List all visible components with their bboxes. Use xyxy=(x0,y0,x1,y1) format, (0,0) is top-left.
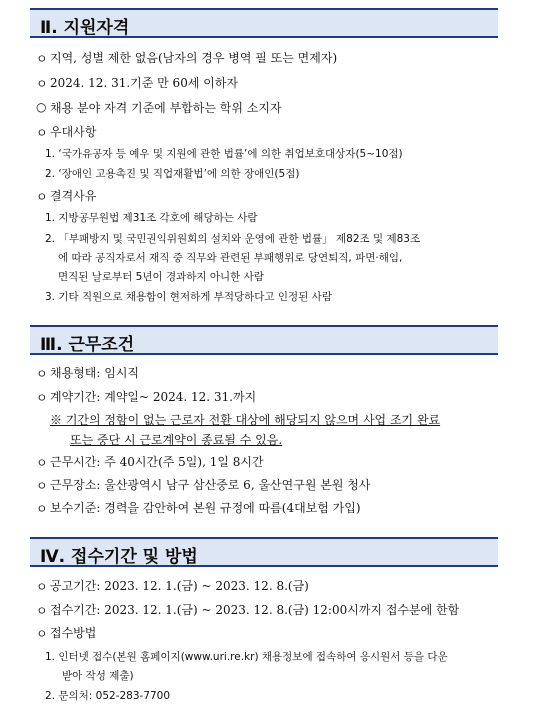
application-method-title: 접수방법 xyxy=(50,626,97,640)
section-header-application xyxy=(30,537,498,567)
bullet-icon: ㅇ xyxy=(36,580,48,594)
disqualification-item: 1. 지방공무원법 제31조 각호에 해당하는 사람 xyxy=(45,212,258,224)
disqualification-title: 결격사유 xyxy=(50,189,97,203)
preferences-title: 우대사항 xyxy=(50,125,97,139)
section-header-qualifications xyxy=(30,8,498,38)
disqualification-item: 2. 「부패방지 및 국민권익위원회의 설치와 운영에 관한 법률」 제82조 및 제83조 xyxy=(45,233,421,245)
employment-type: 채용형태: 임시직 xyxy=(50,366,140,380)
disqualification-item-cont: 에 따라 공직자로서 재직 중 직무와 관련된 부패행위로 당연퇴직, 파면·해임, xyxy=(58,252,403,264)
application-method-item: 1. 인터넷 접수(본원 홈페이지(www.uri.re.kr) 채용정보에 접속하여 응시원서 등을 다운 xyxy=(45,651,448,663)
qualification-region: 지역, 성별 제한 없음(남자의 경우 병역 필 또는 면제자) xyxy=(50,51,338,65)
salary-basis: 보수기준: 경력을 감안하여 본원 규정에 따름(4대보험 가입) xyxy=(50,501,361,515)
bullet-icon: ㅇ xyxy=(36,627,48,641)
bullet-icon: ㅇ xyxy=(36,479,48,493)
bullet-icon: ㅇ xyxy=(36,190,48,204)
preference-item: 2. ‘장애인 고용촉진 및 직업재활법’에 의한 장애인(5점) xyxy=(45,168,300,180)
bullet-icon: ㅇ xyxy=(36,126,48,140)
qualification-age: 2024. 12. 31.기준 만 60세 이하자 xyxy=(50,76,239,90)
contact-number: 2. 문의처: 052-283-7700 xyxy=(45,690,171,702)
bullet-icon: ㅇ xyxy=(36,391,48,405)
qualification-degree: 채용 분야 자격 기준에 부합하는 학위 소지자 xyxy=(50,101,282,115)
notice-period: 공고기간: 2023. 12. 1.(금) ~ 2023. 12. 8.(금) xyxy=(50,579,309,593)
bullet-icon: ㅇ xyxy=(36,77,48,91)
section-title: Ⅳ. 접수기간 및 방법 xyxy=(40,547,198,567)
contract-period: 계약기간: 계약일~ 2024. 12. 31.까지 xyxy=(50,390,257,404)
application-period: 접수기간: 2023. 12. 1.(금) ~ 2023. 12. 8.(금) 12:00시까지 접수분에 한함 xyxy=(50,603,460,617)
disqualification-item: 3. 기타 직원으로 채용함이 현저하게 부적당하다고 인정된 사람 xyxy=(45,291,332,303)
application-method-item-cont: 받아 작성 제출) xyxy=(62,670,134,682)
section-header-conditions xyxy=(30,325,498,355)
working-hours: 근무시간: 주 40시간(주 5일), 1일 8시간 xyxy=(50,455,264,469)
bullet-icon: ㅇ xyxy=(36,456,48,470)
section-title: Ⅱ. 지원자격 xyxy=(40,18,130,38)
bullet-icon: ㅇ xyxy=(36,502,48,516)
bullet-icon: ○ xyxy=(36,100,47,114)
work-location: 근무장소: 울산광역시 남구 삼산중로 6, 울산연구원 본원 청사 xyxy=(50,478,371,492)
contract-note-cont: 또는 중단 시 근로계약이 종료될 수 있음. xyxy=(70,433,283,447)
contract-note: ※ 기간의 정함이 없는 근로자 전환 대상에 해당되지 않으며 사업 조기 완료 xyxy=(50,413,441,427)
bullet-icon: ㅇ xyxy=(36,52,48,66)
section-title: Ⅲ. 근무조건 xyxy=(40,335,135,355)
bullet-icon: ㅇ xyxy=(36,604,48,618)
bullet-icon: ㅇ xyxy=(36,367,48,381)
preference-item: 1. ‘국가유공자 등 예우 및 지원에 관한 법률’에 의한 취업보호대상자(5~10점) xyxy=(45,148,403,160)
disqualification-item-cont: 면직된 날로부터 5년이 경과하지 아니한 사람 xyxy=(58,271,264,283)
